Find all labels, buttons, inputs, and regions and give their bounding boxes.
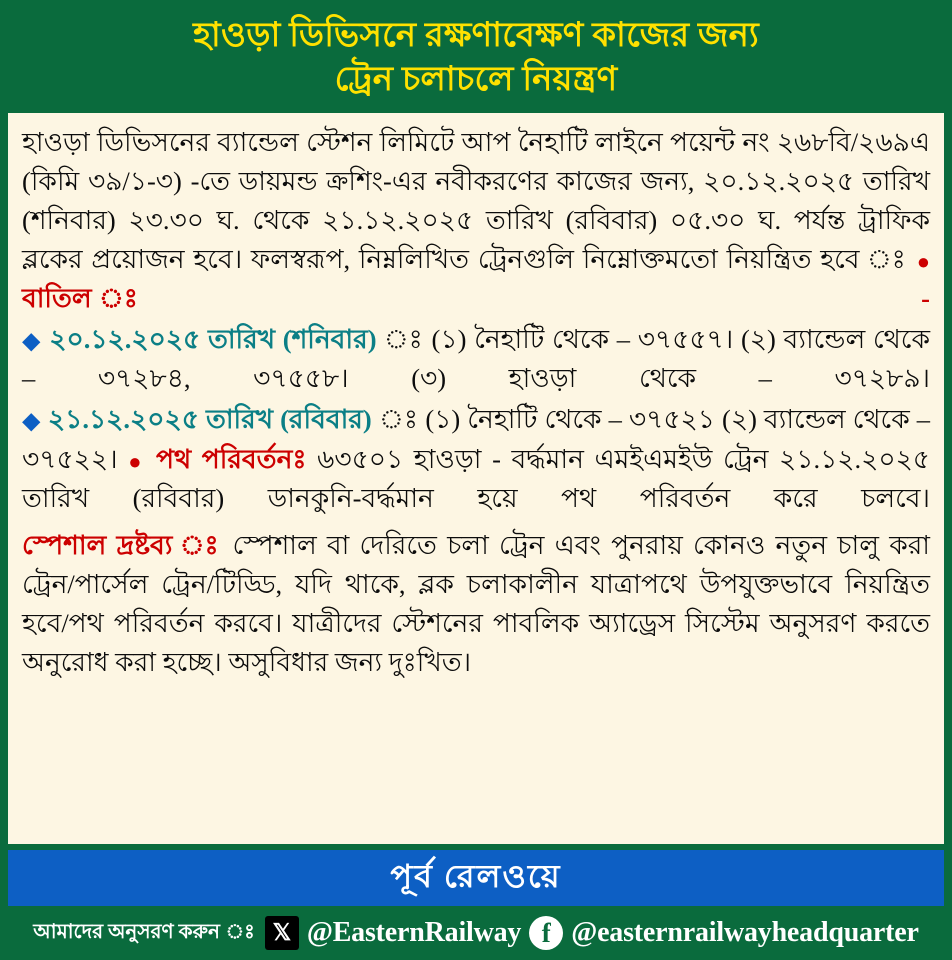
special-note-text: স্পেশাল বা দেরিতে চলা ট্রেন এবং পুনরায় কোনও নতুন চালু করা ট্রেন/পার্সেল ট্রেন/টিড্ডি, যদি থাকে, ব্লক চলাকালীন যাত্রাপথে উপযুক্তভাবে নিয়ন্ত্রিত হবে/পথ পরিবর্তন করবে। যাত্রীদের স্টেশনের পাবলিক অ্যাড্রেস সিস্টেম অনুসরণ করতে অনুরোধ করা হচ্ছে। অসুবিধার জন্য দুঃখিত। — [22, 529, 930, 677]
x-handle[interactable]: @EasternRailway — [306, 917, 522, 948]
notice-body — [8, 113, 944, 844]
special-note-paragraph — [22, 526, 930, 682]
intro-paragraph — [22, 123, 930, 318]
intro-text: হাওড়া ডিভিসনের ব্যান্ডেল স্টেশন লিমিটে আপ নৈহাটি লাইনে পয়েন্ট নং ২৬৮বি/২৬৯এ (কিমি ৩৯/১-৩) -তে ডায়মন্ড ক্রশিং-এর নবীকরণের কাজের জন্য, ২০.১২.২০২৫ তারিখ (শনিবার) ২৩.৩০ ঘ. থেকে ২১.১২.২০২৫ তারিখ (রবিবার) ০৫.৩০ ঘ. পর্যন্ত ট্রাফিক ব্লকের প্রয়োজন হবে। ফলস্বরূপ, নিম্নলিখিত ট্রেনগুলি নিম্নোক্তমতো নিয়ন্ত্রিত হবে ঃ — [22, 127, 930, 274]
poster-header — [0, 0, 952, 113]
cancelled-label: বাতিল ঃ- — [22, 282, 930, 313]
facebook-icon[interactable]: f — [529, 916, 563, 950]
social-bar — [0, 906, 952, 960]
day1-date: ২০.১২.২০২৫ তারিখ (শনিবার) — [49, 323, 377, 354]
diamond-bullet-icon-2: ◆ — [22, 408, 41, 435]
day1-paragraph — [22, 320, 930, 399]
diversion-text: ৬৩৫০১ হাওড়া - বর্দ্ধমান এমইএমইউ ট্রেন ২১.১২.২০২৫ তারিখ (রবিবার) ডানকুনি-বর্দ্ধমান হয়ে পথ পরিবর্তন করে চলবে। — [22, 443, 931, 513]
x-icon[interactable]: 𝕏 — [265, 916, 299, 950]
railway-footer-bar — [8, 850, 944, 906]
special-note-label: স্পেশাল দ্রষ্টব্য ঃ — [22, 529, 223, 560]
railway-name: পূর্ব রেলওয়ে — [390, 858, 562, 894]
header-title-line-1: হাওড়া ডিভিসনে রক্ষণাবেক্ষণ কাজের জন্য — [193, 17, 759, 54]
follow-us-label: আমাদের অনুসরণ করুন ঃ — [33, 920, 255, 943]
day2-date: ২১.১২.২০২৫ তারিখ (রবিবার) — [47, 404, 372, 435]
day2-paragraph — [22, 400, 930, 517]
facebook-handle[interactable]: @easternrailwayheadquarter — [571, 917, 919, 948]
diversion-label: পথ পরিবর্তনঃ — [156, 443, 307, 474]
day1-trains: ঃ (১) নৈহাটি থেকে – ৩৭৫৫৭। (২) ব্যান্ডেল থেকে – ৩৭২৮৪, ৩৭৫৫৮। (৩) হাওড়া থেকে – ৩৭২৮৯। — [22, 323, 930, 394]
bullet-dot-icon-2: ● — [128, 448, 146, 474]
header-title-line-2: ট্রেন চলাচলে নিয়ন্ত্রণ — [334, 60, 618, 98]
day2-trains: ঃ (১) নৈহাটি থেকে – ৩৭৫২১ (২) ব্যান্ডেল থেকে – ৩৭৫২২। — [22, 404, 931, 474]
diamond-bullet-icon: ◆ — [22, 328, 42, 355]
bullet-dot-icon: ● — [916, 248, 931, 274]
